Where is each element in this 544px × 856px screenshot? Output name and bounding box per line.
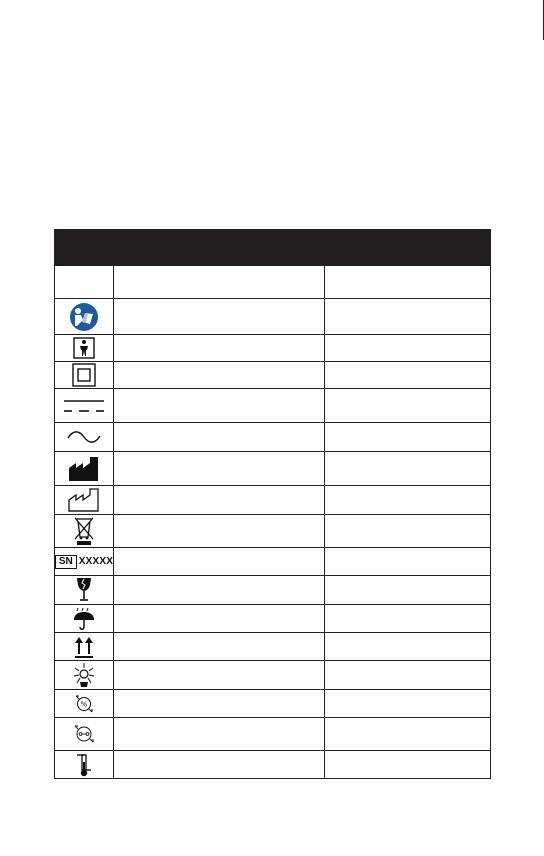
atmospheric-pressure-limitation-icon — [72, 722, 96, 746]
row-description — [325, 633, 491, 661]
row-description — [325, 486, 491, 515]
read-manual-icon — [69, 302, 99, 332]
row-title — [114, 362, 325, 389]
table-row — [55, 576, 491, 605]
table-row — [55, 548, 491, 576]
table-row — [55, 266, 491, 299]
this-way-up-icon — [73, 635, 95, 659]
row-title — [114, 633, 325, 661]
row-title — [114, 423, 325, 452]
row-title — [114, 452, 325, 486]
symbols-table — [54, 229, 491, 779]
humidity-limitation-icon — [73, 693, 95, 715]
table-row — [55, 486, 491, 515]
date-of-manufacture-icon — [67, 488, 101, 512]
keep-dry-icon — [72, 607, 96, 631]
table-row — [55, 515, 491, 548]
table-row — [55, 661, 491, 690]
row-description — [325, 576, 491, 605]
table-row — [55, 335, 491, 362]
alternating-current-icon — [66, 429, 102, 445]
table-row — [55, 751, 491, 779]
direct-current-icon — [62, 395, 106, 417]
weee-disposal-icon — [72, 516, 96, 546]
table-row — [55, 452, 491, 486]
row-description — [325, 362, 491, 389]
temperature-limit-icon — [73, 752, 95, 778]
table-row — [55, 690, 491, 718]
serial-number-label: SN — [55, 555, 77, 569]
row-title — [114, 548, 325, 576]
class-ii-equipment-icon — [72, 363, 96, 387]
row-description — [325, 452, 491, 486]
table-header-row — [55, 230, 491, 266]
row-title — [114, 751, 325, 779]
keep-away-from-sunlight-icon — [72, 662, 96, 688]
serial-number-value: XXXXX — [78, 556, 114, 567]
row-description — [325, 661, 491, 690]
row-description — [325, 718, 491, 751]
row-description — [325, 605, 491, 633]
row-description — [325, 299, 491, 335]
table-row — [55, 605, 491, 633]
row-description — [325, 548, 491, 576]
row-title — [114, 515, 325, 548]
row-description — [325, 335, 491, 362]
row-title — [114, 661, 325, 690]
row-description — [325, 423, 491, 452]
row-title — [114, 299, 325, 335]
table-row — [55, 633, 491, 661]
header-description — [325, 230, 491, 266]
type-bf-applied-part-icon — [73, 337, 95, 359]
table-row — [55, 718, 491, 751]
row-description — [325, 266, 491, 299]
row-title — [114, 486, 325, 515]
row-description — [325, 389, 491, 423]
row-title — [114, 690, 325, 718]
row-title — [114, 266, 325, 299]
table-row — [55, 299, 491, 335]
row-title — [114, 389, 325, 423]
row-title — [114, 576, 325, 605]
table-row — [55, 423, 491, 452]
svg-text:%: % — [80, 700, 88, 708]
row-title — [114, 335, 325, 362]
table-row — [55, 362, 491, 389]
header-title — [114, 230, 325, 266]
header-symbol — [55, 230, 114, 266]
row-title — [114, 718, 325, 751]
row-description — [325, 690, 491, 718]
fragile-icon — [74, 577, 94, 603]
table-row — [55, 389, 491, 423]
row-description — [325, 515, 491, 548]
serial-number-icon — [55, 555, 113, 569]
row-title — [114, 605, 325, 633]
manufacturer-icon — [67, 456, 101, 482]
icon-cell-blank — [55, 266, 114, 299]
row-description — [325, 751, 491, 779]
